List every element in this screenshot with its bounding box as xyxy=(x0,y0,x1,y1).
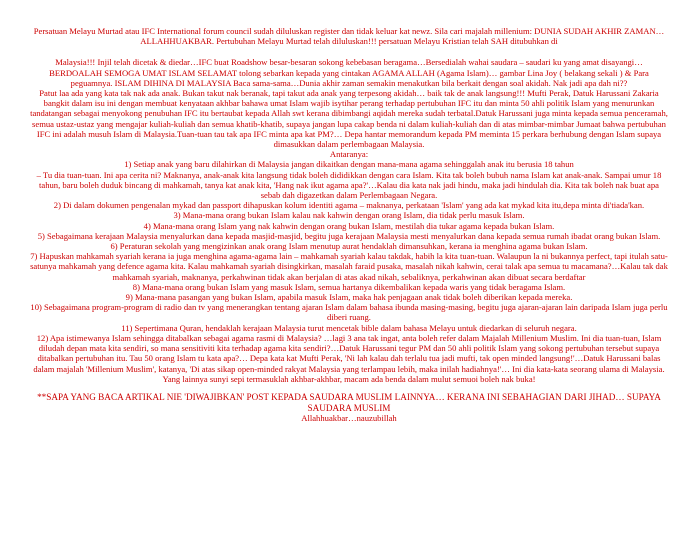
list-item-7: 7) Hapuskan mahkamah syariah kerana ia juga menghina agama-agama lain – mahkamah syariah kalau takdak, habih la kita tuan-tuan. Walaupun la ni bukannya perfect, tapi itulah satu-satunya mahkamah yang defence agama kita. Kalau mahkamah syariah disingkirkan, masalah faraid pusaka, masalah nikah kahwin, cerai talak apa semua tu macamana?…Kalau tak dak mahkamah syariah, maknanya, perkahwinan tidak akan berjalan di atas akad nikah, sebaliknya, perkahwinan akan dibuat secara berdaftar xyxy=(30,251,668,282)
list-item-11: 11) Sepertimana Quran, hendaklah kerajaan Malaysia turut mencetak bible dalam bahasa Melayu untuk diedarkan di seluruh negara. xyxy=(121,322,577,333)
list-item-1-commentary: – Tu dia tuan-tuan. Ini apa cerita ni? Maknanya, anak-anak kita langsung tidak boleh dididikkan dengan cara Islam. Kita tak boleh bubuh nama Islam kat anak-anak. Sampai umur 18 tahun, baru boleh duduk bincang di mahkamah, tanya kat anak kita, 'Hang nak ikut agama apa?'…Kalau dia kata nak jadi hindu, maka jadi hindulah dia. Kita tak boleh nak buat apa sebab dah digazetkan dalam Perlembagaan Negara. xyxy=(36,169,662,201)
list-item-1: 1) Setiap anak yang baru dilahirkan di Malaysia jangan dikaitkan dengan mana-mana agama sehinggalah anak itu berusia 18 tahun xyxy=(124,159,574,170)
article-body xyxy=(30,26,668,423)
paragraph-lina-joy: Malaysia!!! Injil telah dicetak & diedar…IFC buat Roadshow besar-besaran sokong kebebasan beragama…Bersedialah wahai saudara – saudari ku yang amat disayangi… BERDOALAH SEMOGA UMAT ISLAM SELAMAT tolong sebarkan kepada yang cintakan AGAMA ALLAH (Agama Islam)… gambar Lina Joy ( belakang sekali ) & Para peguamnya. ISLAM DIHINA DI MALAYSIA Baca sama-sama…Dunia akhir zaman semakin menakutkan bila berkait dengan soal akidah. Nak jadi apa dah ni?? xyxy=(49,57,649,88)
list-item-8: 8) Mana-mana orang bukan Islam yang masuk Islam, semua hartanya dikembalikan kepada waris yang tidak beragama Islam. xyxy=(132,281,566,292)
list-item-12: 12) Apa istimewanya Islam sehingga ditabalkan sebagai agama rasmi di Malaysia? …lagi 3 ana tak ingat, anta boleh refer dalam Majalah Millenium Muslim. Ini dia tuan-tuan, Islam diludah depan mata kita sendiri, so mana sensitiviti kita terhadap agama kita sendiri?…Datuk Harussani tegur PM dan 50 ahli politik Islam yang sokong pertubuhan tersebut supaya ditabalkan pertubuhan itu. Tau 50 orang Islam tu kata apa?… Depa kata kat Mufti Perak, 'Ni lah kalau dah terlalu tua jadi mufti, tak open minded langsung!'…Datuk Harussani balas dalam majalah 'Millenium Muslim', katanya, 'Di atas sikap open-minded rakyat Malaysia yang terlampau lebih, maka inilah hadiahnya!'… Ini dia kata-kata seorang ulama di Malaysia. Yang lainnya sunyi sepi termasuklah akhbar-akhbar, macam ada benda dalam mulut semuoi boleh nak buka! xyxy=(33,332,665,384)
list-item-5: 5) Sebagaimana kerajaan Malaysia menyalurkan dana kepada masjid-masjid, begitu juga kerajaan Malaysia mesti menyalurkan dana kepada semua rumah ibadat orang bukan Islam. xyxy=(37,230,661,241)
list-item-2: 2) Di dalam dokumen pengenalan mykad dan passport dihapuskan kolum identiti agama – maknanya, perkataan 'Islam' yang ada kat mykad kita itu,depa minta di'tiada'kan. xyxy=(53,200,645,211)
paragraph-mufti-statement: Patut laa ada yang kata tak nak ada anak. Bukan takut nak beranak, tapi takut ada anak yang terpesong akidah… baik tak de anak langsung!!! Mufti Perak, Datuk Harussani Zakaria bangkit dalam isu ini dengan membuat kenyataan akhbar bahawa umat Islam wajib isytihar perang terhadap pertubuhan IFC itu dan minta 50 ahli politik Islam yang menurunkan tandatangan sebagai menyokong penubuhan IFC itu bertaubat kepada Allah swt kerana dibimbangi aqidah mereka sudah terbatal.Datuk Harussani juga minta kepada semua penceramah, semua ustaz-ustaz yang mengajar kuliah-kuliah dan semua khatib-khatib, supaya jangan lupa cakap benda ni dalam kuliah-kuliah dan di atas mimbar-mimbar Jumaat bahwa pertubuhan IFC ini adalah musuh Islam di Malaysia.Tuan-tuan tau tak apa IFC minta apa kat PM?… Depa hantar memorandum kepada PM meminta 15 perkara berhubung dengan Islam supaya dimasukkan dalam perlembagaan Malaysia. xyxy=(30,88,668,150)
list-item-9: 9) Mana-mana pasangan yang bukan Islam, apabila masuk Islam, maka hak penjagaan anak tidak boleh diberikan kepada mereka. xyxy=(125,292,573,303)
closing-appeal: **SAPA YANG BACA ARTIKAL NIE 'DIWAJIBKAN' POST KEPADA SAUDARA MUSLIM LAINNYA… KERANA INI SEBAHAGIAN DARI JIHAD… SUPAYA SAUDARA MUSLIM xyxy=(37,391,661,413)
intro-paragraph: Persatuan Melayu Murtad atau IFC International forum council sudah diluluskan register dan tidak keluar kat newz. Sila cari majalah millenium: DUNIA SUDAH AKHIR ZAMAN… ALLAHHUAKBAR. Pertubuhan Melayu Murtad telah diluluskan!!! persatuan Melayu Kristian telah SAH ditubuhkan di xyxy=(33,26,665,47)
spacer xyxy=(30,46,668,57)
list-item-10: 10) Sebagaimana program-program di radio dan tv yang menerangkan tentang ajaran Islam dalam bahasa ibunda masing-masing, begitu juga ajaran-ajaran lain daripada Islam juga perlu diberi ruang. xyxy=(30,302,668,323)
list-heading: Antaranya: xyxy=(329,149,369,160)
spacer xyxy=(30,384,668,392)
list-item-3: 3) Mana-mana orang bukan Islam kalau nak kahwin dengan orang Islam, dia tidak perlu masuk Islam. xyxy=(173,210,525,221)
list-item-4: 4) Mana-mana orang Islam yang nak kahwin dengan orang bukan Islam, mestilah dia tukar agama kepada bukan Islam. xyxy=(143,220,555,231)
list-item-6: 6) Peraturan sekolah yang mengizinkan anak orang Islam menutup aurat hendaklah dimansuhkan, kerana ia menghina agama bukan Islam. xyxy=(110,241,588,252)
closing-signoff: Allahhuakbar…nauzubillah xyxy=(301,413,397,424)
